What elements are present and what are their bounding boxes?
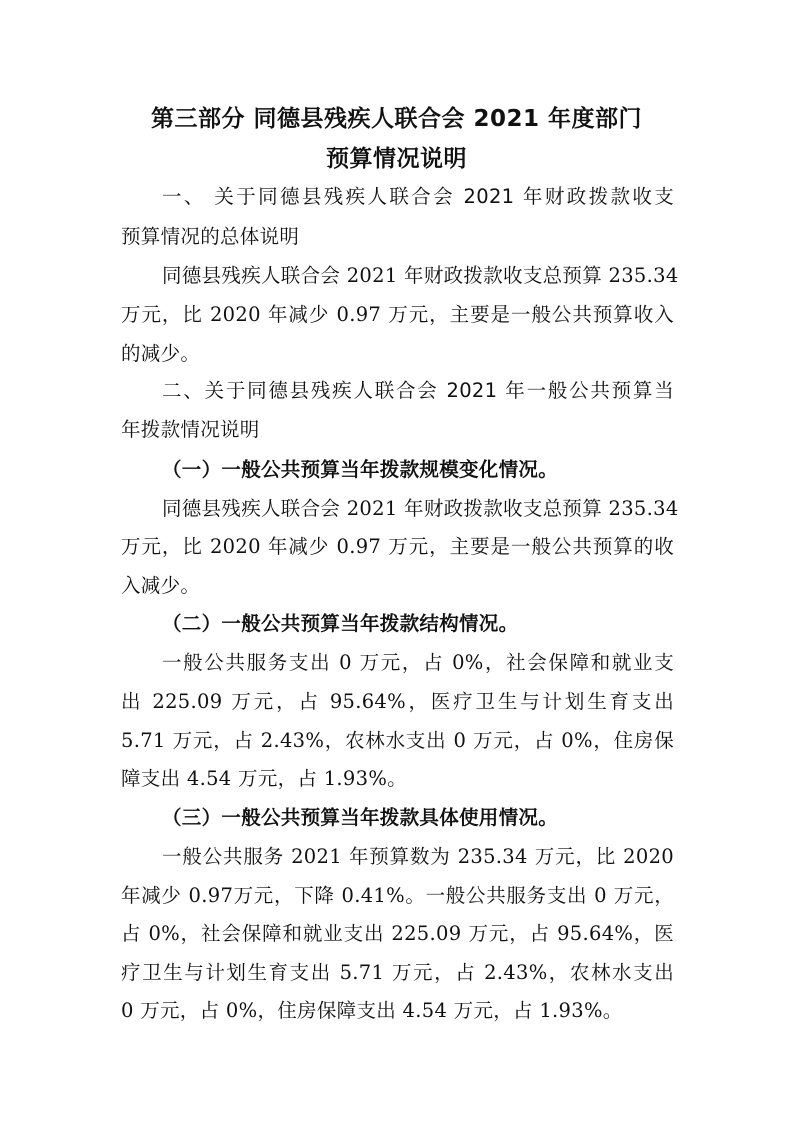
paragraph-1-line-2: 万元，比 2020 年减少 0.97 万元，主要是一般公共预算收入 xyxy=(121,303,674,326)
paragraph-4-line-2: 年减少 0.97万元，下降 0.41%。一般公共服务支出 0 万元， xyxy=(121,884,674,907)
paragraph-2-line-2: 万元，比 2020 年减少 0.97 万元，主要是一般公共预算的收 xyxy=(121,535,674,558)
section-heading-1-line-1: 一、 关于同德县残疾人联合会 2021 年财政拨款收支 xyxy=(162,185,674,208)
paragraph-3-line-4: 障支出 4.54 万元，占 1.93%。 xyxy=(121,767,407,790)
subheading-2: （二）一般公共预算当年拨款结构情况。 xyxy=(162,612,519,635)
paragraph-1-line-3: 的减少。 xyxy=(121,342,201,365)
subheading-3: （三）一般公共预算当年拨款具体使用情况。 xyxy=(162,806,559,829)
paragraph-4-line-3: 占 0%，社会保障和就业支出 225.09 万元，占 95.64%，医 xyxy=(121,922,674,945)
document-title-line-1: 第三部分 同德县残疾人联合会 2021 年度部门 xyxy=(150,106,643,132)
paragraph-1-line-1: 同德县残疾人联合会 2021 年财政拨款收支总预算 235.34 xyxy=(162,264,679,287)
paragraph-3-line-2: 出 225.09 万元，占 95.64%，医疗卫生与计划生育支出 xyxy=(121,690,674,713)
paragraph-2-line-1: 同德县残疾人联合会 2021 年财政拨款收支总预算 235.34 xyxy=(162,497,679,520)
subheading-1: （一）一般公共预算当年拨款规模变化情况。 xyxy=(162,458,559,481)
paragraph-3-line-3: 5.71 万元，占 2.43%，农林水支出 0 万元，占 0%，住房保 xyxy=(121,729,674,752)
paragraph-4-line-1: 一般公共服务 2021 年预算数为 235.34 万元，比 2020 xyxy=(162,845,674,868)
section-heading-2-line-1: 二、关于同德县残疾人联合会 2021 年一般公共预算当 xyxy=(162,379,674,402)
document-title-line-2: 预算情况说明 xyxy=(326,146,467,172)
paragraph-4-line-5: 0 万元，占 0%，住房保障支出 4.54 万元，占 1.93%。 xyxy=(121,999,623,1022)
section-heading-1-line-2: 预算情况的总体说明 xyxy=(121,225,300,248)
paragraph-2-line-3: 入减少。 xyxy=(121,574,201,597)
section-heading-2-line-2: 年拨款情况说明 xyxy=(121,418,260,441)
paragraph-3-line-1: 一般公共服务支出 0 万元，占 0%，社会保障和就业支 xyxy=(162,651,674,674)
paragraph-4-line-4: 疗卫生与计划生育支出 5.71 万元，占 2.43%，农林水支出 xyxy=(121,961,674,984)
